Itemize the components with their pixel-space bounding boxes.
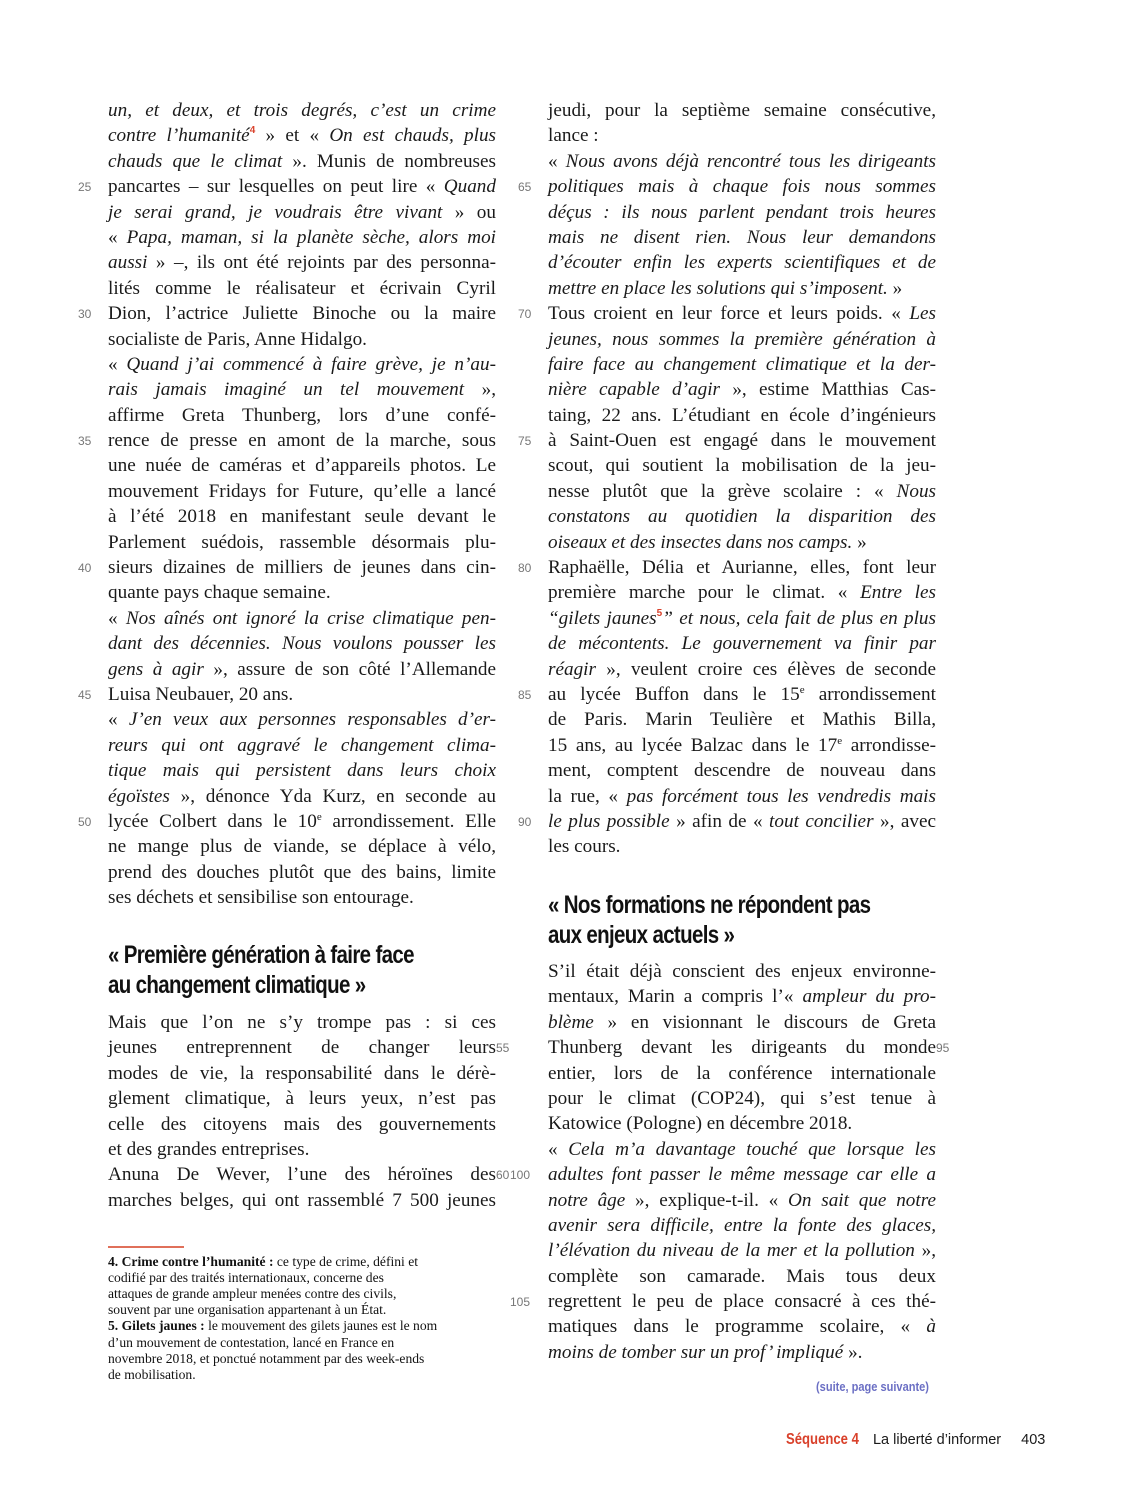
text-line: Katowice (Pologne) en décembre 2018. xyxy=(548,1113,853,1135)
footnote-rule xyxy=(108,1246,184,1248)
text-line: mettre en place les solutions qui s’imposent. » xyxy=(548,277,903,299)
line-number: 90 xyxy=(518,814,532,829)
text-line: jeudi, pour la septième semaine consécutive, xyxy=(548,100,936,121)
text-line: rence de presse en amont de la marche, sous 35 xyxy=(108,428,496,453)
text-line: Luisa Neubauer, 20 ans. 45 xyxy=(108,682,496,707)
text-line: l’élévation du niveau de la mer et la pollution », xyxy=(548,1240,936,1262)
text-line: Raphaëlle, Délia et Aurianne, elles, font leur 80 xyxy=(548,555,936,580)
text-line: sieurs dizaines de milliers de jeunes dans cin- 40 xyxy=(108,555,496,580)
line-number: 105 xyxy=(510,1295,531,1310)
text-line: tique mais qui persistent dans leurs choix xyxy=(108,760,496,782)
right-column xyxy=(518,98,937,860)
text-line: au lycée Buffon dans le 15e arrondissement 85 xyxy=(548,682,936,707)
line-number: 85 xyxy=(518,687,532,702)
text-line: les cours. xyxy=(548,836,621,858)
line-number: 75 xyxy=(518,434,532,449)
text-line: « Nos aînés ont ignoré la crise climatique pen- xyxy=(108,607,496,629)
text-line: prend des douches plutôt que des bains, limite xyxy=(108,861,496,883)
text-line: faire face au changement climatique et la der- xyxy=(548,353,936,375)
text-line: affirme Greta Thunberg, lors d’une confé- xyxy=(108,404,496,426)
text-line: « Cela m’a davantage touché que lorsque les xyxy=(548,1138,937,1160)
line-number: 60 xyxy=(496,1168,510,1183)
line-number: 30 xyxy=(78,307,92,322)
text-line: à l’été 2018 en manifestant seule devant le xyxy=(108,506,496,528)
text-line: modes de vie, la responsabilité dans le dérè- xyxy=(108,1062,496,1084)
text-line: « Quand j’ai commencé à faire grève, je n’au- xyxy=(108,353,496,375)
text-line: adultes font passer le même message car elle a 100 xyxy=(548,1162,936,1187)
line-number: 95 xyxy=(936,1041,950,1056)
text-line: « J’en veux aux personnes responsables d’er- xyxy=(108,709,496,731)
text-line: notre âge », explique-t-il. « On sait que notre xyxy=(548,1189,937,1211)
text-line: ment, comptent descendre de nouveau dans xyxy=(548,760,936,782)
text-line: mais ne disent rien. Nous leur demandons xyxy=(548,226,936,248)
text-line: complète son camarade. Mais tous deux xyxy=(548,1265,936,1287)
section-heading-1 xyxy=(108,940,481,1000)
text-line: regrettent le peu de place consacré à ces thé- 105 xyxy=(548,1289,936,1314)
text-line: « Papa, maman, si la planète sèche, alors moi xyxy=(108,226,496,248)
text-line: contre l’humanité$^4$ » et « On est chauds, plus xyxy=(108,125,497,147)
text-line: un, et deux, et trois degrés, c’est un crime xyxy=(108,100,496,121)
line-number: 50 xyxy=(78,814,92,829)
line-number: 40 xyxy=(78,561,92,576)
chapter-title: La liberté d’informer xyxy=(872,1432,1002,1448)
text-line: mouvement Fridays for Future, qu’elle a lancé xyxy=(108,480,496,502)
line-number: 100 xyxy=(510,1168,531,1183)
text-line: celle des citoyens mais des gouvernements xyxy=(108,1113,496,1135)
text-line: oiseaux et des insectes dans nos camps. » xyxy=(548,531,867,553)
text-line: pancartes – sur lesquelles on peut lire « Quand 25 xyxy=(108,174,496,199)
text-line: déçus : ils nous parlent pendant trois heures xyxy=(548,201,936,223)
text-line: entier, lors de la conférence internationale xyxy=(548,1062,936,1084)
text-line: Dion, l’actrice Juliette Binoche ou la maire 30 xyxy=(108,301,496,326)
text-line: avenir sera difficile, entre la fonte des glaces, xyxy=(548,1214,936,1236)
text-line: nière capable d’agir », estime Matthias Cas- xyxy=(548,379,936,401)
footnotes xyxy=(108,1246,508,1383)
heading-line: aux enjeux actuels » xyxy=(548,921,735,949)
line-number: 25 xyxy=(78,180,92,195)
footnote-line: 4. Crime contre l’humanité : ce type de crime, défini et xyxy=(108,1253,419,1269)
text-line: le plus possible » afin de « tout concilier », avec 90 xyxy=(548,809,936,834)
text-line: « Nous avons déjà rencontré tous les dirigeants xyxy=(548,150,936,172)
text-line: nesse plutôt que la grève scolaire : « Nous xyxy=(548,480,936,502)
left-text-block-1 xyxy=(78,98,497,911)
text-line: politiques mais à chaque fois nous sommes 65 xyxy=(548,174,936,199)
text-line: de mécontents. Le gouvernement va finir par xyxy=(548,633,936,655)
footnote-line: 5. Gilets jaunes : le mouvement des gilets jaunes est le nom xyxy=(108,1318,438,1334)
text-line: je serai grand, je voudrais être vivant » ou xyxy=(108,201,496,223)
text-line: première marche pour le climat. « Entre les xyxy=(548,582,936,604)
text-line: “gilets jaunes$^5$” et nous, cela fait de plus en plus xyxy=(548,607,936,629)
footnote-line: souvent par une organisation appartenant à un État. xyxy=(108,1302,387,1318)
text-line: ne mange plus de viande, se déplace à vélo, xyxy=(108,836,496,858)
footnote-line: d’un mouvement de contestation, lancé en France en xyxy=(108,1334,395,1350)
line-number: 45 xyxy=(78,687,92,702)
heading-line: « Première génération à faire face xyxy=(108,941,414,969)
left-column xyxy=(78,98,497,911)
text-line: scout, qui soutient la mobilisation de la jeu- xyxy=(548,455,936,477)
text-line: pour le climat (COP24), qui s’est tenue à xyxy=(548,1087,936,1109)
continued-next-page-link[interactable]: (suite, page suivante) xyxy=(816,1379,929,1394)
left-text-block-2 xyxy=(108,1010,510,1213)
text-line: gens à agir », assure de son côté l’Allemande xyxy=(108,658,497,680)
text-line: chauds que le climat ». Munis de nombreuses xyxy=(108,150,496,172)
text-line: Parlement suédois, rassemble désormais plu- xyxy=(108,531,496,553)
text-line: taing, 22 ans. L’étudiant en école d’ingénieurs xyxy=(548,404,936,426)
line-number: 70 xyxy=(518,307,532,322)
text-line: reurs qui ont aggravé le changement clima- xyxy=(108,734,496,756)
text-line: Mais que l’on ne s’y trompe pas : si ces xyxy=(108,1012,496,1033)
text-line: Thunberg devant les dirigeants du monde 95 xyxy=(548,1035,936,1060)
text-line: égoïstes », dénonce Yda Kurz, en seconde au xyxy=(108,785,496,807)
line-number: 80 xyxy=(518,561,532,576)
text-line: 15 ans, au lycée Balzac dans le 17e arrondisse- xyxy=(548,734,937,756)
text-line: ses déchets et sensibilise son entourage. xyxy=(108,887,414,909)
text-line: blème » en visionnant le discours de Greta xyxy=(548,1011,936,1033)
text-line: moins de tomber sur un prof’ impliqué ». xyxy=(548,1341,863,1363)
text-line: lycée Colbert dans le 10e arrondissement. Elle 50 xyxy=(108,809,496,834)
text-line: marches belges, qui ont rassemblé 7 500 jeunes xyxy=(108,1189,496,1211)
text-line: constatons au quotidien la disparition des xyxy=(548,506,936,528)
text-line: lance : xyxy=(548,125,599,147)
text-line: dant des décennies. Nous voulons pousser les xyxy=(108,633,496,655)
text-line: Tous croient en leur force et leurs poids. « Les 70 xyxy=(548,301,936,326)
text-line: aussi » –, ils ont été rejoints par des personna- xyxy=(108,252,496,274)
text-line: matiques dans le programme scolaire, « à xyxy=(548,1316,936,1338)
text-line: jeunes entreprennent de changer leurs 55 xyxy=(108,1035,496,1060)
text-line: lités comme le réalisateur et écrivain Cyril xyxy=(108,277,496,299)
sequence-label: Séquence 4 xyxy=(786,1431,859,1448)
page-number: 403 xyxy=(1021,1432,1046,1448)
right-text-block-1 xyxy=(518,98,937,860)
text-line: mentaux, Marin a compris l’« ampleur du pro- xyxy=(548,986,936,1008)
text-line: une nuée de caméras et d’appareils photos. Le xyxy=(108,455,496,477)
text-line: d’écouter enfin les experts scientifiques et de xyxy=(548,252,936,274)
text-line: de Paris. Marin Teulière et Mathis Billa, xyxy=(548,709,936,731)
footnote-line: novembre 2018, et ponctué notamment par des week-ends xyxy=(108,1350,425,1366)
section-heading-2 xyxy=(548,890,941,950)
page-footer xyxy=(786,1431,1045,1449)
text-line: rais jamais imaginé un tel mouvement », xyxy=(108,379,497,401)
footnote-line: de mobilisation. xyxy=(108,1366,196,1382)
text-line: quante pays chaque semaine. xyxy=(108,582,331,604)
heading-line: au changement climatique » xyxy=(108,971,366,999)
heading-line: « Nos formations ne répondent pas xyxy=(548,891,871,919)
text-line: à Saint-Ouen est engagé dans le mouvement 75 xyxy=(548,428,936,453)
text-line: S’il était déjà conscient des enjeux environne- xyxy=(548,961,936,982)
line-number: 65 xyxy=(518,180,532,195)
right-text-block-2 xyxy=(510,959,950,1365)
line-number: 35 xyxy=(78,434,92,449)
text-line: et des grandes entreprises. xyxy=(108,1138,310,1160)
text-line: socialiste de Paris, Anne Hidalgo. xyxy=(108,328,367,350)
text-line: glement climatique, à leurs yeux, n’est pas xyxy=(108,1088,496,1110)
text-line: jeunes, nous sommes la première génération à xyxy=(548,328,936,350)
text-line: réagir », veulent croire ces élèves de seconde xyxy=(548,658,936,680)
text-line: Anuna De Wever, l’une des héroïnes des 60 xyxy=(108,1162,496,1187)
line-number: 55 xyxy=(496,1041,510,1056)
text-line: la rue, « pas forcément tous les vendredis mais xyxy=(548,785,936,807)
footnote-line: attaques de grande ampleur menées contre des civils, xyxy=(108,1285,397,1301)
footnote-line: codifié par des traités internationaux, concerne des xyxy=(108,1269,384,1285)
